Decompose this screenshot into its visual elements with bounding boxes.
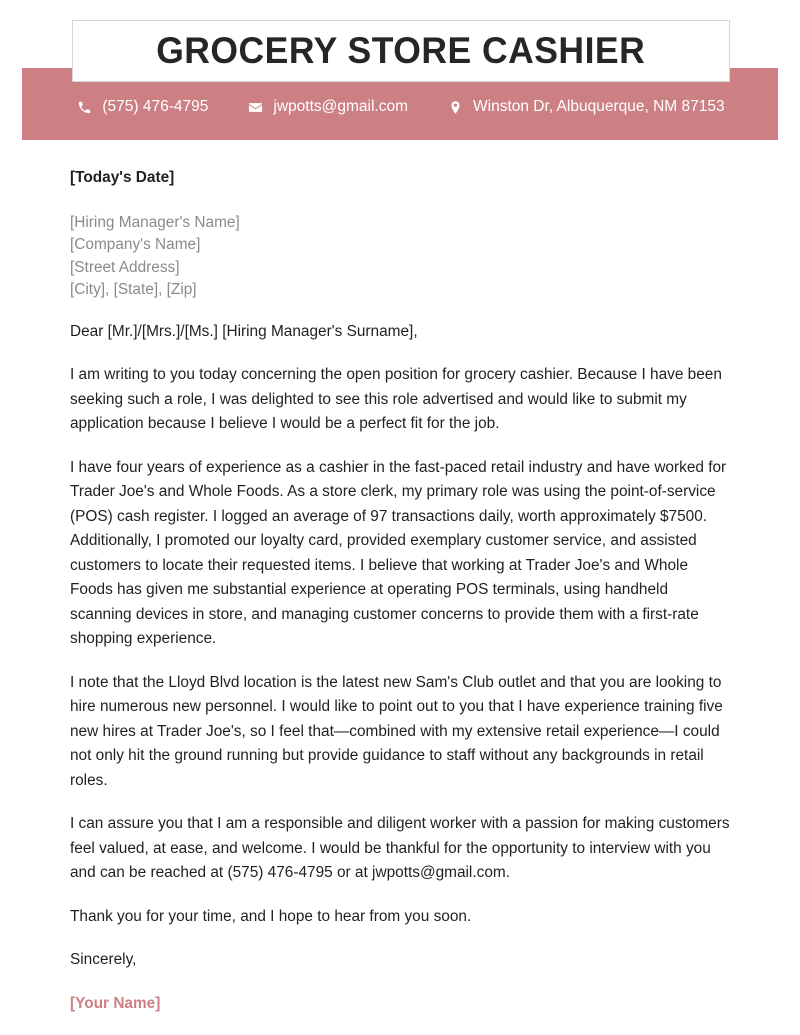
map-pin-icon bbox=[446, 98, 464, 116]
contact-email-label: jwpotts@gmail.com bbox=[273, 98, 408, 115]
contact-email[interactable] bbox=[246, 98, 408, 116]
job-title-box bbox=[72, 20, 730, 82]
recipient-line: [Company's Name] bbox=[70, 236, 201, 253]
letter-paragraph: I am writing to you today concerning the open position for grocery cashier. Because I have been seeking such a role, I was delighted to see this role advertised and would like to submit my application because I believe I would be a perfect fit for the job. bbox=[70, 366, 722, 432]
contact-phone[interactable] bbox=[75, 98, 208, 116]
contact-address-label: Winston Dr, Albuquerque, NM 87153 bbox=[473, 98, 725, 115]
letter-date: [Today's Date] bbox=[70, 169, 175, 186]
recipient-address-block bbox=[70, 212, 730, 302]
contact-address[interactable] bbox=[446, 98, 725, 116]
document-header bbox=[0, 0, 800, 152]
recipient-line: [Street Address] bbox=[70, 258, 180, 276]
letter-paragraph: I can assure you that I am a responsible and diligent worker with a passion for making customers feel valued, at ease, and welcome. I would be thankful for the opportunity to interview with you and can be reached at (575) 476-4795 or at jwpotts@gmail.com. bbox=[70, 815, 730, 881]
contact-phone-label: (575) 476-4795 bbox=[102, 98, 209, 115]
cover-letter-body bbox=[70, 166, 730, 1016]
envelope-icon bbox=[246, 98, 264, 116]
letter-closing: Sincerely, bbox=[70, 951, 137, 968]
recipient-line: [City], [State], [Zip] bbox=[70, 281, 197, 298]
page-title: GROCERY STORE CASHIER bbox=[156, 30, 646, 71]
letter-paragraph: I note that the Lloyd Blvd location is the latest new Sam's Club outlet and that you are looking to hire numerous new personnel. I would like to point out to you that I have experience training five new hires at Trader Joe's, so I feel that—combined with my extensive retail experience—I could not only hit the ground running but provide guidance to staff without any backgrounds in retail roles. bbox=[70, 673, 723, 789]
signature-name-placeholder: [Your Name] bbox=[70, 994, 161, 1012]
phone-icon bbox=[75, 98, 93, 116]
letter-paragraph: Thank you for your time, and I hope to hear from you soon. bbox=[70, 907, 472, 925]
letter-salutation: Dear [Mr.]/[Mrs.]/[Ms.] [Hiring Manager's Surname], bbox=[70, 322, 418, 340]
letter-paragraph: I have four years of experience as a cashier in the fast-paced retail industry and have worked for Trader Joe's and Whole Foods. As a store clerk, my primary role was using the point-of-service (POS) cash register. I logged an average of 97 transactions daily, worth approximately $7500. Additionally, I promoted our loyalty card, provided exemplary customer service, and assisted customers to locate their requested items. I believe that working at Trader Joe's and Whole Foods has given me substantial experience at operating POS terminals, using handheld scanning devices in store, and managing customer concerns to provide them with a first-rate shopping experience. bbox=[70, 458, 727, 647]
recipient-line: [Hiring Manager's Name] bbox=[70, 213, 240, 231]
contact-info-row bbox=[22, 92, 778, 122]
